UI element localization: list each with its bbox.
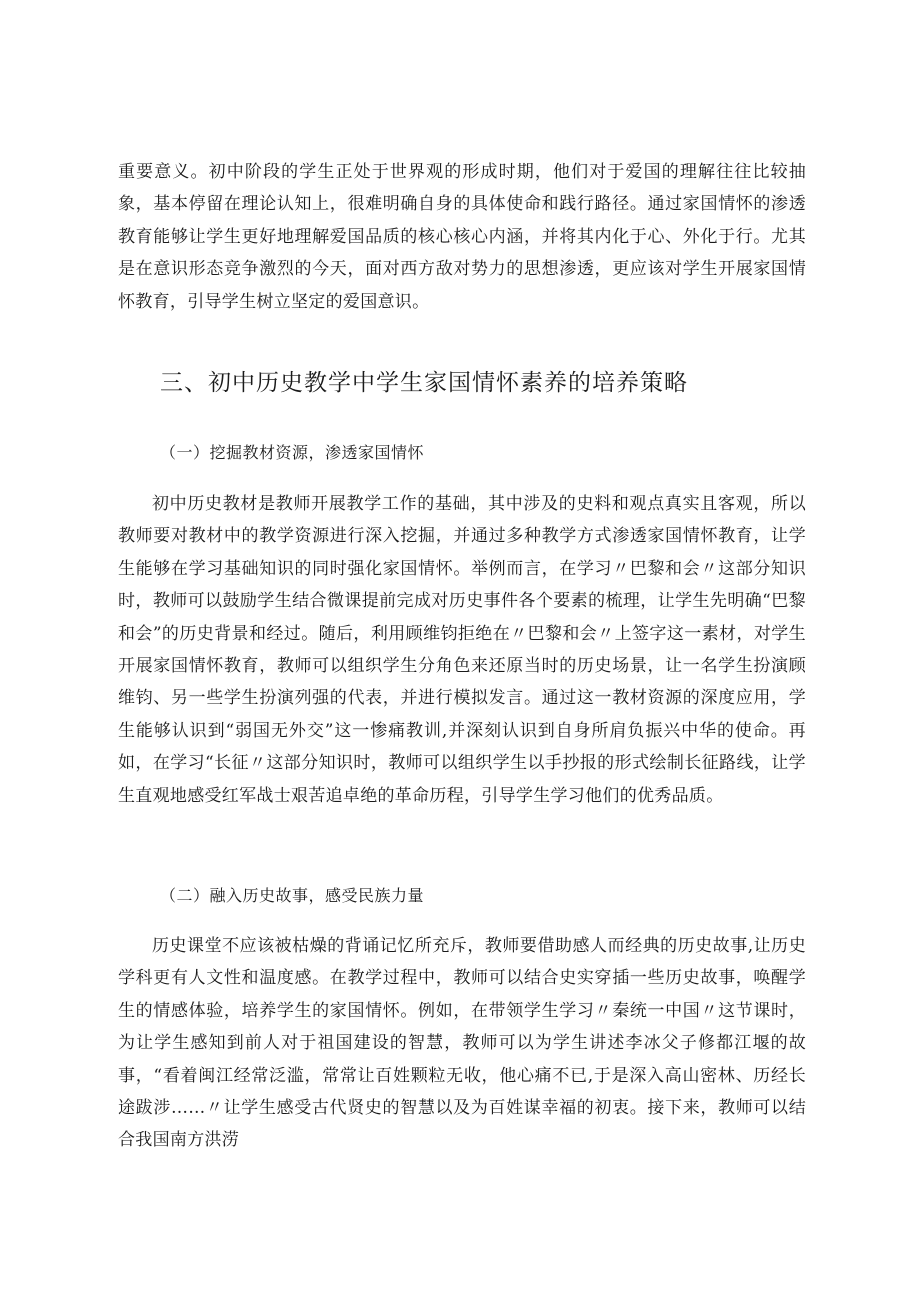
subsection-paragraph-2: 历史课堂不应该被枯燥的背诵记忆所充斥，教师要借助感人而经典的历史故事,让历史学科更有人文性和温度感。在教学过程中，教师可以结合史实穿插一些历史故事，唤醒学生的情感体验，培养学生的家国情怀。例如，在带领学生学习〃秦统一中国〃这节课时，为让学生感知到前人对于祖国建设的智慧，教师可以为学生讲述李冰父子修都江堰的故事，“看着闽江经常泛滥，常常让百姓颗粒无收，他心痛不已,于是深入高山密林、历经长途跋涉……〃让学生感受古代贤史的智慧以及为百姓谋幸福的初衷。接下来，教师可以结合我国南方洪涝	[118, 936, 806, 1151]
subsection-paragraph-1: 初中历史教材是教师开展教学工作的基础，其中涉及的史料和观点真实且客观，所以教师要对教材中的教学资源进行深入挖掘，并通过多种教学方式渗透家国情怀教育，让学生能够在学习基础知识的同时强化家国情怀。举例而言，在学习〃巴黎和会〃这部分知识时，教师可以鼓励学生结合微课提前完成对历史事件各个要素的梳理，让学生先明确“巴黎和会”的历史背景和经过。随后，利用顾维钧拒绝在〃巴黎和会〃上签字这一素材，对学生开展家国情怀教育，教师可以组织学生分角色来还原当时的历史场景，让一名学生扮演顾维钧、另一些学生扮演列强的代表，并进行模拟发言。通过这一教材资源的深度应用，学生能够认识到“弱国无外交”这一惨痛教训,并深刻认识到自身所肩负振兴中华的使命。再如，在学习“长征〃这部分知识时，教师可以组织学生以手抄报的形式绘制长征路线，让学生直观地感受红军战士艰苦追卓绝的革命历程，引导学生学习他们的优秀品质。	[118, 494, 806, 806]
subsection-heading-2: （二）融入历史故事，感受民族力量	[160, 886, 425, 905]
intro-paragraph: 重要意义。初中阶段的学生正处于世界观的形成时期，他们对于爱国的理解往往比较抽象，基本停留在理论认知上，很难明确自身的具体使命和践行路径。通过家国情怀的渗透教育能够让学生更好地理解爱国品质的核心核心内涵，并将其内化于心、外化于行。尤其是在意识形态竞争激烈的今天，面对西方敌对势力的思想渗透，更应该对学生开展家国情怀教育，引导学生树立坚定的爱国意识。	[118, 162, 806, 312]
subsection-heading-1: （一）挖掘教材资源，渗透家国情怀	[160, 443, 425, 462]
section-heading: 三、初中历史教学中学生家国情怀素养的培养策略	[160, 370, 688, 396]
